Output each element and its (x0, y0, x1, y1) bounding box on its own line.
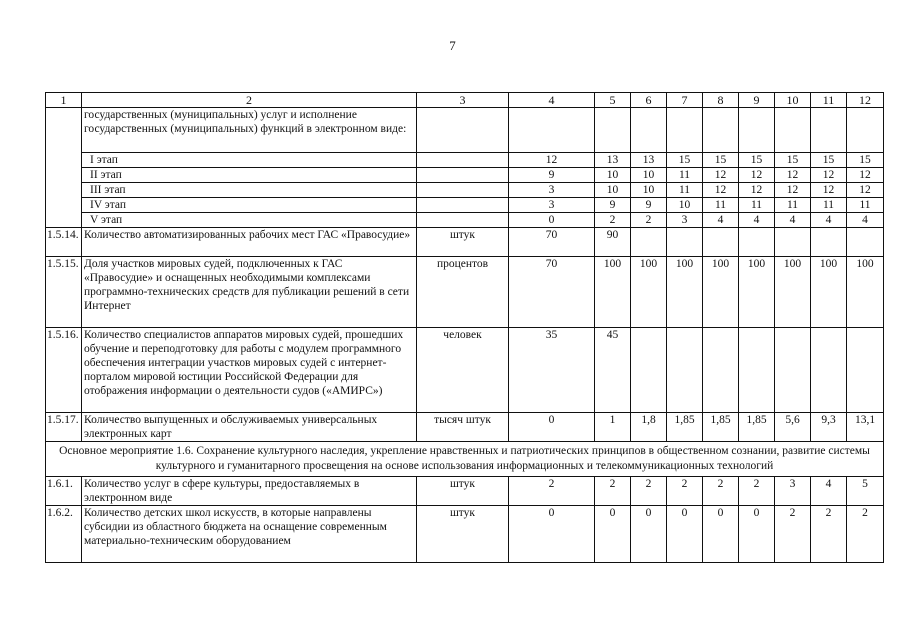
value-cell: 12 (739, 183, 775, 198)
value-cell: 70 (509, 228, 595, 257)
value-cell: 45 (595, 328, 631, 413)
table-row (46, 228, 884, 257)
row-name: Количество услуг в сфере культуры, предоставляемых в электронном виде (82, 477, 417, 506)
row-id (46, 108, 82, 153)
stage-row (46, 198, 884, 213)
value-cell: 9 (631, 198, 667, 213)
value-cell: 10 (631, 168, 667, 183)
value-cell: 4 (739, 213, 775, 228)
row-id (46, 213, 82, 228)
value-cell: 11 (847, 198, 884, 213)
indicators-table (45, 92, 884, 563)
header-row (46, 93, 884, 108)
row-id: 1.5.16. (46, 328, 82, 413)
value-cell: 100 (667, 257, 703, 328)
value-cell: 12 (811, 183, 847, 198)
row-unit (417, 183, 509, 198)
value-cell (847, 228, 884, 257)
value-cell: 12 (775, 168, 811, 183)
value-cell: 100 (811, 257, 847, 328)
table-row (46, 477, 884, 506)
value-cell: 3 (509, 183, 595, 198)
row-name: Количество автоматизированных рабочих мест ГАС «Правосудие» (82, 228, 417, 257)
value-cell: 0 (509, 413, 595, 442)
stage-row (46, 183, 884, 198)
value-cell: 1,85 (703, 413, 739, 442)
row-unit (417, 168, 509, 183)
page-number: 7 (449, 38, 456, 53)
value-cell (811, 328, 847, 413)
value-cell: 15 (739, 153, 775, 168)
value-cell: 4 (703, 213, 739, 228)
value-cell: 0 (509, 506, 595, 563)
value-cell (631, 108, 667, 153)
row-name: Количество выпущенных и обслуживаемых универсальных электронных карт (82, 413, 417, 442)
value-cell: 13,1 (847, 413, 884, 442)
value-cell: 10 (631, 183, 667, 198)
value-cell: 11 (775, 198, 811, 213)
row-id (46, 153, 82, 168)
value-cell: 100 (775, 257, 811, 328)
row-unit (417, 198, 509, 213)
value-cell (703, 108, 739, 153)
value-cell: 15 (667, 153, 703, 168)
value-cell (775, 228, 811, 257)
value-cell: 12 (703, 168, 739, 183)
row-id (46, 168, 82, 183)
value-cell: 3 (509, 198, 595, 213)
value-cell: 1,8 (631, 413, 667, 442)
value-cell: 0 (595, 506, 631, 563)
header-cell: 12 (847, 93, 884, 108)
value-cell: 12 (811, 168, 847, 183)
value-cell: 12 (847, 183, 884, 198)
row-unit: процентов (417, 257, 509, 328)
value-cell: 2 (509, 477, 595, 506)
value-cell (739, 228, 775, 257)
stage-label: I этап (82, 153, 417, 168)
value-cell (739, 328, 775, 413)
header-cell: 10 (775, 93, 811, 108)
value-cell: 15 (811, 153, 847, 168)
value-cell (667, 228, 703, 257)
stage-label: V этап (82, 213, 417, 228)
value-cell: 15 (847, 153, 884, 168)
table-row (46, 108, 884, 153)
value-cell: 2 (703, 477, 739, 506)
value-cell (811, 108, 847, 153)
row-id: 1.6.1. (46, 477, 82, 506)
header-cell: 4 (509, 93, 595, 108)
value-cell (775, 108, 811, 153)
row-unit (417, 213, 509, 228)
value-cell: 12 (847, 168, 884, 183)
value-cell: 9 (595, 198, 631, 213)
value-cell: 4 (847, 213, 884, 228)
value-cell: 15 (703, 153, 739, 168)
header-cell: 1 (46, 93, 82, 108)
value-cell: 0 (739, 506, 775, 563)
stage-row (46, 213, 884, 228)
section-row (46, 442, 884, 477)
value-cell: 10 (595, 168, 631, 183)
row-unit: штук (417, 228, 509, 257)
value-cell: 0 (631, 506, 667, 563)
header-cell: 3 (417, 93, 509, 108)
value-cell: 1,85 (667, 413, 703, 442)
value-cell: 5,6 (775, 413, 811, 442)
value-cell: 3 (667, 213, 703, 228)
value-cell: 10 (667, 198, 703, 213)
row-name: Доля участков мировых судей, подключенных к ГАС «Правосудие» и оснащенных необходимыми комплексами программно-технических средств для публикации решений в сети Интернет (82, 257, 417, 328)
stage-row (46, 153, 884, 168)
row-id (46, 183, 82, 198)
value-cell: 2 (595, 477, 631, 506)
value-cell: 2 (811, 506, 847, 563)
row-id: 1.5.17. (46, 413, 82, 442)
row-id: 1.6.2. (46, 506, 82, 563)
value-cell: 11 (667, 168, 703, 183)
value-cell: 11 (703, 198, 739, 213)
value-cell: 2 (739, 477, 775, 506)
value-cell: 12 (509, 153, 595, 168)
value-cell: 9,3 (811, 413, 847, 442)
value-cell: 2 (631, 213, 667, 228)
value-cell: 4 (811, 213, 847, 228)
value-cell: 100 (739, 257, 775, 328)
row-id: 1.5.15. (46, 257, 82, 328)
value-cell (847, 328, 884, 413)
value-cell: 3 (775, 477, 811, 506)
value-cell: 0 (667, 506, 703, 563)
value-cell (775, 328, 811, 413)
value-cell: 11 (667, 183, 703, 198)
stage-label: II этап (82, 168, 417, 183)
row-unit (417, 108, 509, 153)
header-cell: 6 (631, 93, 667, 108)
row-id: 1.5.14. (46, 228, 82, 257)
header-cell: 7 (667, 93, 703, 108)
value-cell: 9 (509, 168, 595, 183)
value-cell: 12 (775, 183, 811, 198)
header-cell: 9 (739, 93, 775, 108)
value-cell (667, 328, 703, 413)
value-cell: 100 (703, 257, 739, 328)
value-cell: 0 (509, 213, 595, 228)
value-cell: 100 (595, 257, 631, 328)
value-cell: 2 (595, 213, 631, 228)
row-unit: штук (417, 506, 509, 563)
value-cell (595, 108, 631, 153)
value-cell: 5 (847, 477, 884, 506)
value-cell (703, 328, 739, 413)
row-name: Количество детских школ искусств, в которые направлены субсидии из областного бюджета на оснащение современным материально-техническим оборудованием (82, 506, 417, 563)
value-cell (703, 228, 739, 257)
value-cell: 35 (509, 328, 595, 413)
value-cell: 2 (667, 477, 703, 506)
value-cell (739, 108, 775, 153)
value-cell (847, 108, 884, 153)
value-cell: 13 (631, 153, 667, 168)
header-cell: 2 (82, 93, 417, 108)
header-cell: 8 (703, 93, 739, 108)
row-unit: человек (417, 328, 509, 413)
value-cell (631, 328, 667, 413)
value-cell: 0 (703, 506, 739, 563)
row-unit: тысяч штук (417, 413, 509, 442)
value-cell: 15 (775, 153, 811, 168)
value-cell: 11 (739, 198, 775, 213)
value-cell: 1,85 (739, 413, 775, 442)
value-cell: 90 (595, 228, 631, 257)
stage-label: III этап (82, 183, 417, 198)
value-cell (509, 108, 595, 153)
value-cell: 100 (631, 257, 667, 328)
stage-row (46, 168, 884, 183)
row-unit (417, 153, 509, 168)
table-row (46, 413, 884, 442)
value-cell (631, 228, 667, 257)
value-cell: 13 (595, 153, 631, 168)
row-unit: штук (417, 477, 509, 506)
value-cell: 10 (595, 183, 631, 198)
value-cell: 2 (631, 477, 667, 506)
value-cell: 12 (739, 168, 775, 183)
value-cell (811, 228, 847, 257)
value-cell: 12 (703, 183, 739, 198)
row-name: Количество специалистов аппаратов мировых судей, прошедших обучение и переподготовку для работы с модулем программного обеспечения интеграции участков мировых судей с интернет-порталом мировой юстиции Российской Федерации для отображения информации о деятельности судов («АМИРС») (82, 328, 417, 413)
header-cell: 5 (595, 93, 631, 108)
value-cell: 2 (775, 506, 811, 563)
header-cell: 11 (811, 93, 847, 108)
row-name: государственных (муниципальных) услуг и исполнение государственных (муниципальных) функций в электронном виде: (82, 108, 417, 153)
value-cell: 70 (509, 257, 595, 328)
table-row (46, 257, 884, 328)
value-cell (667, 108, 703, 153)
row-id (46, 198, 82, 213)
value-cell: 1 (595, 413, 631, 442)
value-cell: 4 (811, 477, 847, 506)
value-cell: 4 (775, 213, 811, 228)
table-row (46, 328, 884, 413)
table-row (46, 506, 884, 563)
value-cell: 2 (847, 506, 884, 563)
section-title: Основное мероприятие 1.6. Сохранение культурного наследия, укрепление нравственных и патриотических принципов в общественном сознании, развитие системы культурного и гуманитарного просвещения на основе использования информационных и телекоммуникационных технологий (46, 442, 884, 477)
stage-label: IV этап (82, 198, 417, 213)
value-cell: 11 (811, 198, 847, 213)
value-cell: 100 (847, 257, 884, 328)
